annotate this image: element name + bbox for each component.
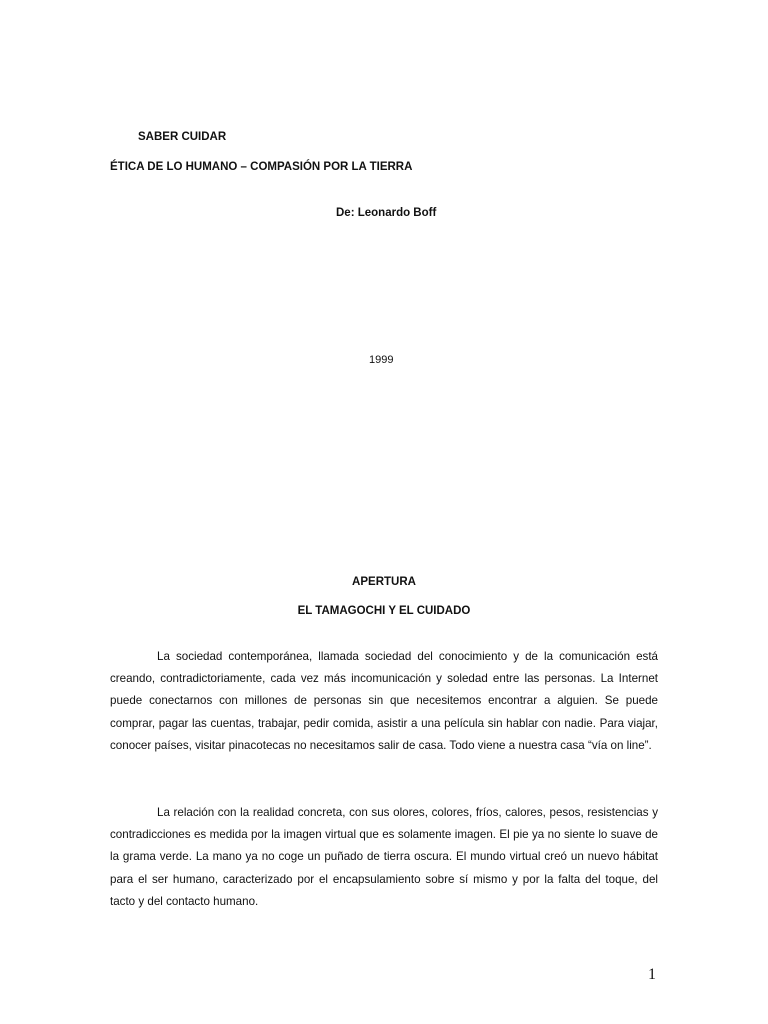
- section-title: APERTURA: [352, 576, 416, 588]
- document-subtitle: ÉTICA DE LO HUMANO – COMPASIÓN POR LA TIERRA: [110, 161, 413, 173]
- publication-year: 1999: [369, 354, 394, 366]
- document-title: SABER CUIDAR: [138, 131, 227, 143]
- page-number: 1: [648, 966, 656, 983]
- chapter-title: EL TAMAGOCHI Y EL CUIDADO: [297, 605, 471, 617]
- paragraph-2: [110, 802, 658, 913]
- author-line: De: Leonardo Boff: [336, 207, 437, 219]
- paragraph-1: [110, 646, 658, 757]
- paragraph-2-text: La relación con la realidad concreta, con sus olores, colores, fríos, calores, pesos, resistencias y contradicciones es medida por la imagen virtual que es solamente imagen. El pie ya no siente lo suave de la grama verde. La mano ya no coge un puñado de tierra oscura. El mundo virtual creó un nuevo hábitat para el ser humano, caracterizado por el encapsulamiento sobre sí mismo y por la falta del toque, del tacto y del contacto humano.: [110, 806, 658, 908]
- paragraph-1-text: La sociedad contemporánea, llamada sociedad del conocimiento y de la comunicación está creando, contradictoriamente, cada vez más incomunicación y soledad entre las personas. La Internet puede conectarnos con millones de personas sin que necesitemos encontrar a alguien. Se puede comprar, pagar las cuentas, trabajar, pedir comida, asistir a una película sin hablar con nadie. Para viajar, conocer países, visitar pinacotecas no necesitamos salir de casa. Todo viene a nuestra casa “vía on line”.: [110, 650, 658, 752]
